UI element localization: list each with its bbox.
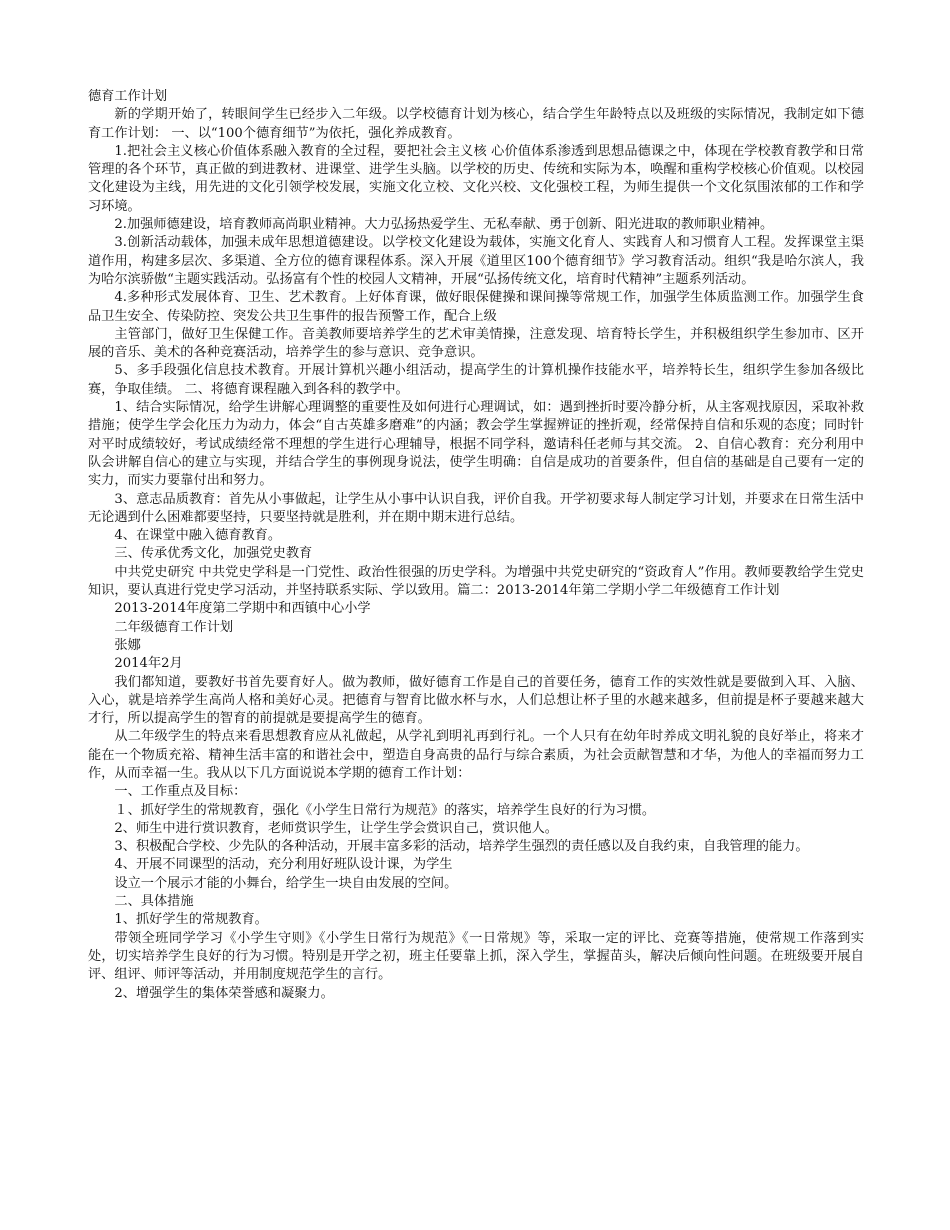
- document-body: [88, 106, 864, 1003]
- paragraph: 1、结合实际情况，给学生讲解心理调整的重要性及如何进行心理调试，如：遇到挫折时要冷静分析，从主客观找原因，采取补救措施；使学生学会化压力为动力，体会“自古英雄多磨难”的内涵；教会学生掌握辨证的挫折观，经常保持自信和乐观的态度；同时针对平时成绩较好，考试成绩经常不理想的学生进行心理辅导，根据不同学科，邀请科任老师与其交流。 2、自信心教育：充分利用中队会讲解自信心的建立与实现，并结合学生的事例现身说法，使学生明确：自信是成功的首要条件，但自信的基础是自己要有一定的实力，而实力要靠付出和努力。: [88, 400, 864, 489]
- paragraph: 2.加强师德建设，培育教师高尚职业精神。大力弘扬热爱学生、无私奉献、勇于创新、阳光进取的教师职业精神。: [114, 217, 774, 233]
- paragraph: 4、在课堂中融入德育教育。: [114, 528, 282, 544]
- paragraph: 从二年级学生的特点来看思想教育应从礼做起，从学礼到明礼再到行礼。一个人只有在幼年时养成文明礼貌的良好举止，将来才能在一个物质充裕、精神生活丰富的和谐社会中，塑造自身高贵的品行与综合素质，为社会贡献智慧和才华，为他人的幸福而努力工作，从而幸福一生。我从以下几方面说说本学期的德育工作计划：: [88, 729, 864, 781]
- paragraph: 张娜: [114, 637, 141, 653]
- paragraph: 三、传承优秀文化，加强党史教育: [114, 546, 313, 562]
- paragraph: 1.把社会主义核心价值体系融入教育的全过程，要把社会主义核 心价值体系渗透到思想品德课之中，体现在学校教育教学和日常管理的各个环节，真正做的到进教材、进课堂、进学生头脑。以学校的历史、传统和实际为本，唤醒和重构学校核心价值观。以校园文化建设为主线，用先进的文化引领学校发展，实施文化立校、文化兴校、文化强校工程，为师生提供一个文化氛围浓郁的工作和学习环境。: [88, 143, 864, 214]
- paragraph: 1、抓好学生的常规教育。: [114, 912, 268, 928]
- paragraph: 2、增强学生的集体荣誉感和凝聚力。: [114, 985, 334, 1001]
- paragraph: 主管部门，做好卫生保健工作。音美教师要培养学生的艺术审美情操，注意发现、培育特长学生，并积极组织学生参加市、区开展的音乐、美术的各种竞赛活动，培养学生的参与意识、竞争意识。: [88, 326, 864, 361]
- paragraph: 4.多种形式发展体育、卫生、艺术教育。上好体育课，做好眼保健操和课间操等常规工作，加强学生体质监测工作。加强学生食品卫生安全、传染防控、突发公共卫生事件的报告预警工作，配合上级: [88, 290, 864, 324]
- paragraph: 一、工作重点及目标：: [114, 784, 247, 800]
- paragraph: 3、积极配合学校、少先队的各种活动，开展丰富多彩的活动，培养学生强烈的责任感以及自我约束，自我管理的能力。: [114, 839, 809, 855]
- paragraph: 2013-2014年度第二学期中和西镇中心小学: [114, 601, 371, 617]
- paragraph: 4、开展不同课型的活动，充分利用好班队设计课，为学生: [114, 857, 453, 873]
- paragraph: 设立一个展示才能的小舞台，给学生一块自由发展的空间。: [114, 875, 458, 891]
- paragraph: 二年级德育工作计划: [114, 619, 234, 635]
- document-page: [88, 88, 864, 1003]
- paragraph: 5、多手段强化信息技术教育。开展计算机兴趣小组活动，提高学生的计算机操作技能水平，培养特长生，组织学生参加各级比赛，争取佳绩。 二、将德育课程融入到各科的教学中。: [88, 363, 864, 397]
- document-title: 德育工作计划: [88, 89, 168, 104]
- paragraph: 2、师生中进行赏识教育，老师赏识学生，让学生学会赏识自己，赏识他人。: [114, 820, 558, 836]
- paragraph: 我们都知道，要教好书首先要育好人。做为教师，做好德育工作是自己的首要任务，德育工作的实效性就是要做到入耳、入脑、入心，就是培养学生高尚人格和美好心灵。把德育与智育比做水杯与水，人们总想让杯子里的水越来越多，但前提是杯子要越来越大才行，所以提高学生的智育的前提就是要提高学生的德育。: [88, 674, 864, 727]
- paragraph: １、抓好学生的常规教育，强化《小学生日常行为规范》的落实，培养学生良好的行为习惯。: [114, 802, 656, 818]
- paragraph: 中共党史研究 中共党史学科是一门党性、政治性很强的历史学科。为增强中共党史研究的“资政育人”作用。教师要教给学生党史知识，要认真进行党史学习活动，并坚持联系实际、学以致用。篇二：2013-2014年第二学期小学二年级德育工作计划: [88, 564, 864, 599]
- paragraph: 带领全班同学学习《小学生守则》《小学生日常行为规范》《一日常规》等，采取一定的评比、竞赛等措施，使常规工作落到实处，切实培养学生良好的行为习惯。特别是开学之初，班主任要靠上抓，深入学生，掌握苗头，解决后倾向性问题。在班级要开展自评、组评、师评等活动，并用制度规范学生的言行。: [88, 930, 864, 983]
- paragraph: 新的学期开始了，转眼间学生已经步入二年级。以学校德育计划为核心，结合学生年龄特点以及班级的实际情况，我制定如下德育工作计划： 一、以“100个德育细节”为依托，强化养成教育。: [88, 107, 864, 141]
- paragraph: 3、意志品质教育：首先从小事做起，让学生从小事中认识自我，评价自我。开学初要求每人制定学习计划，并要求在日常生活中无论遇到什么困难都要坚持，只要坚持就是胜利，并在期中期末进行总结。: [88, 491, 864, 525]
- paragraph: 3.创新活动载体，加强未成年思想道德建设。以学校文化建设为载体，实施文化育人、实践育人和习惯育人工程。发挥课堂主渠道作用，构建多层次、多渠道、全方位的德育课程体系。深入开展《道里区100个德育细节》学习教育活动。组织“我是哈尔滨人，我为哈尔滨骄傲“主题实践活动。弘扬富有个性的校园人文精神，开展“弘扬传统文化，培育时代精神”主题系列活动。: [88, 235, 864, 287]
- paragraph: 二、具体措施: [114, 894, 194, 910]
- paragraph: 2014年2月: [114, 656, 183, 672]
